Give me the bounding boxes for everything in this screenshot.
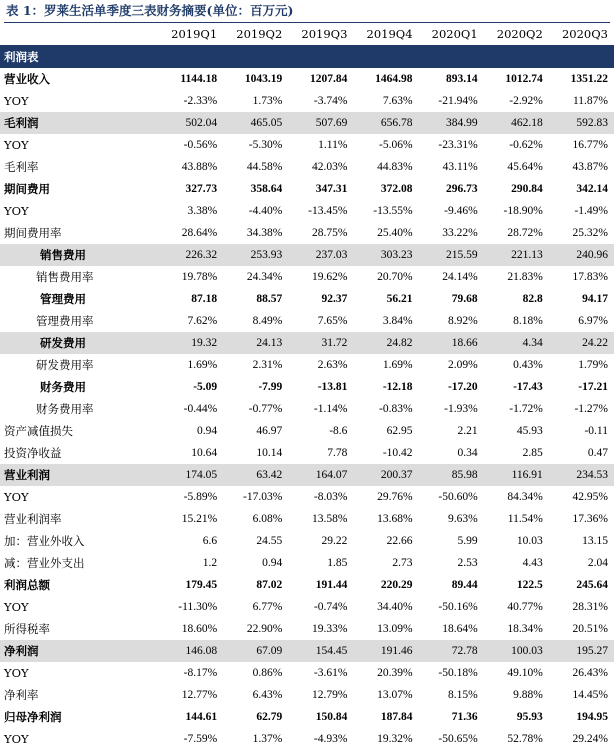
cell-value: 0.34 [457,447,478,459]
row-label: YOY [4,94,29,108]
cell-value: 95.93 [516,711,543,723]
section-label: 利润表 [0,46,158,69]
cell-value: 6.08% [252,513,283,525]
cell-value: -5.89% [183,491,218,503]
table-row [0,662,614,684]
cell-value: 34.38% [246,227,283,239]
cell-value: 71.36 [451,711,478,723]
cell-value: 7.63% [382,95,413,107]
column-header: 2019Q1 [158,23,223,46]
table-row [0,68,614,90]
cell-value: -0.56% [183,139,218,151]
cell-value: -13.81 [317,381,348,393]
column-header: 2020Q1 [419,23,484,46]
table-row [0,134,614,156]
cell-value: 146.08 [158,640,223,662]
cell-value: 13.15 [582,535,608,547]
table-row [0,112,614,134]
row-label: 利润总额 [4,578,50,592]
cell-value: -17.43 [513,381,543,393]
cell-value: 20.39% [377,667,413,679]
column-header: 2019Q3 [288,23,353,46]
cell-value: 28.64% [181,227,218,239]
row-label: YOY [4,204,29,218]
cell-value: 6.97% [578,315,608,327]
cell-value: 4.43 [522,557,543,569]
cell-value: 18.66 [419,332,484,354]
row-label: 财务费用 [40,380,86,394]
cell-value: -7.59% [183,733,218,745]
cell-value: 18.34% [507,623,543,635]
cell-value: 0.86% [252,667,283,679]
row-label: 加：营业外收入 [4,534,85,548]
cell-value: 45.64% [507,161,543,173]
cell-value: 31.72 [288,332,353,354]
cell-value: 10.14 [256,447,283,459]
cell-value: 24.55 [256,535,283,547]
cell-value: -0.44% [183,403,218,415]
cell-value: -23.31% [438,139,478,151]
cell-value: 358.64 [250,183,283,195]
table-row [0,222,614,244]
cell-value: 17.83% [572,271,608,283]
cell-value: 240.96 [549,244,614,266]
cell-value: -1.27% [574,403,608,415]
cell-value: 29.24% [572,733,608,745]
cell-value: 88.57 [256,293,283,305]
row-label: 研发费用率 [36,358,94,372]
cell-value: 384.99 [419,112,484,134]
cell-value: 179.45 [185,579,218,591]
cell-value: 11.54% [507,513,543,525]
cell-value: 1.11% [318,139,348,151]
cell-value: 0.94 [262,557,283,569]
cell-value: -0.74% [313,601,348,613]
cell-value: 1012.74 [505,73,543,85]
cell-value: 144.61 [185,711,218,723]
cell-value: 656.78 [353,112,418,134]
cell-value: 87.18 [191,293,218,305]
cell-value: 29.22 [321,535,348,547]
table-row [0,552,614,574]
row-label: 减：营业外支出 [4,556,85,570]
cell-value: 10.03 [516,535,543,547]
cell-value: -0.62% [509,139,543,151]
cell-value: 2.04 [587,557,608,569]
table-row [0,728,614,750]
row-label: 管理费用 [40,292,86,306]
cell-value: 94.17 [582,293,608,305]
cell-value: 1.69% [382,359,413,371]
cell-value: 372.08 [380,183,413,195]
row-label: 研发费用 [0,332,158,354]
cell-value: 20.70% [377,271,413,283]
cell-value: 0.94 [197,425,218,437]
cell-value: -50.60% [438,491,478,503]
cell-value: 100.03 [484,640,549,662]
cell-value: 52.78% [507,733,543,745]
cell-value: 13.58% [311,513,348,525]
cell-value: 0.47 [587,447,608,459]
cell-value: -10.42 [382,447,413,459]
cell-value: 89.44 [451,579,478,591]
cell-value: 63.42 [223,464,288,486]
cell-value: -0.77% [248,403,283,415]
cell-value: 12.79% [311,689,348,701]
cell-value: -5.09 [193,381,218,393]
cell-value: 194.95 [576,711,608,723]
row-label: 净利率 [4,688,39,702]
cell-value: 12.77% [181,689,218,701]
row-label: 所得税率 [4,622,50,636]
cell-value: 174.05 [158,464,223,486]
cell-value: 342.14 [576,183,608,195]
column-header: 2019Q4 [353,23,418,46]
table-row [0,354,614,376]
cell-value: -2.92% [509,95,543,107]
cell-value: 85.98 [419,464,484,486]
cell-value: 3.38% [187,205,218,217]
cell-value: 45.93 [516,425,543,437]
cell-value: 195.27 [549,640,614,662]
cell-value: 2.53 [457,557,478,569]
cell-value: 28.75% [311,227,348,239]
cell-value: -1.14% [313,403,348,415]
row-label: 销售费用 [0,244,158,266]
cell-value: 9.88% [513,689,543,701]
cell-value: 19.33% [311,623,348,635]
cell-value: 154.45 [288,640,353,662]
table-row [0,464,614,486]
row-label: YOY [4,666,29,680]
row-label: 净利润 [0,640,158,662]
cell-value: 42.95% [572,491,608,503]
cell-value: 33.22% [442,227,478,239]
cell-value: -17.03% [242,491,283,503]
cell-value: -17.20 [447,381,478,393]
row-label: 毛利率 [4,160,39,174]
cell-value: 40.77% [507,601,543,613]
row-label: YOY [4,732,29,746]
cell-value: 56.21 [386,293,413,305]
cell-value: 7.65% [317,315,348,327]
cell-value: -3.74% [313,95,348,107]
section-header-row [0,46,614,69]
cell-value: -2.33% [183,95,218,107]
cell-value: 43.87% [572,161,608,173]
cell-value: 296.73 [446,183,478,195]
row-label: YOY [4,138,29,152]
cell-value: 8.18% [513,315,543,327]
row-label: 营业收入 [4,72,50,86]
cell-value: -1.49% [574,205,608,217]
cell-value: 122.5 [516,579,543,591]
cell-value: 28.72% [507,227,543,239]
cell-value: 3.84% [382,315,413,327]
table-row [0,156,614,178]
table-row [0,596,614,618]
cell-value: -3.61% [313,667,348,679]
column-header: 2020Q2 [484,23,549,46]
cell-value: 8.15% [447,689,478,701]
row-label: YOY [4,600,29,614]
cell-value: 893.14 [446,73,478,85]
table-row [0,442,614,464]
cell-value: 215.59 [419,244,484,266]
cell-value: -1.72% [509,403,543,415]
cell-value: 62.79 [256,711,283,723]
cell-value: 11.87% [572,95,608,107]
row-label: 投资净收益 [4,446,62,460]
row-label: 营业利润率 [4,512,62,526]
cell-value: 465.05 [223,112,288,134]
cell-value: 2.31% [252,359,283,371]
cell-value: 10.64 [191,447,218,459]
cell-value: -7.99 [258,381,283,393]
cell-value: 253.93 [223,244,288,266]
cell-value: 25.40% [377,227,413,239]
cell-value: -1.93% [444,403,478,415]
cell-value: 0.43% [513,359,543,371]
cell-value: 8.49% [252,315,283,327]
cell-value: 5.99 [457,535,478,547]
table-row [0,508,614,530]
cell-value: -12.18 [382,381,413,393]
cell-value: 200.37 [353,464,418,486]
cell-value: 13.07% [377,689,413,701]
cell-value: 43.88% [181,161,218,173]
cell-value: 347.31 [315,183,348,195]
cell-value: 191.44 [315,579,348,591]
cell-value: -21.94% [438,95,478,107]
column-header: 2019Q2 [223,23,288,46]
cell-value: 44.58% [246,161,283,173]
cell-value: 2.09% [447,359,478,371]
cell-value: 150.84 [315,711,348,723]
table-row [0,530,614,552]
cell-value: 82.8 [522,293,543,305]
cell-value: -13.45% [308,205,348,217]
cell-value: -9.46% [444,205,478,217]
cell-value: 24.13 [223,332,288,354]
cell-value: 4.34 [484,332,549,354]
cell-value: 2.85 [522,447,543,459]
cell-value: 462.18 [484,112,549,134]
cell-value: 6.6 [202,535,218,547]
financial-summary-table [0,23,614,750]
cell-value: 43.11% [442,161,478,173]
cell-value: 1.73% [252,95,283,107]
table-row [0,706,614,728]
cell-value: 24.34% [246,271,283,283]
cell-value: -4.93% [313,733,348,745]
cell-value: 2.21 [457,425,478,437]
cell-value: 19.32% [377,733,413,745]
cell-value: 18.64% [442,623,478,635]
cell-value: 44.83% [377,161,413,173]
table-row [0,574,614,596]
table-row [0,486,614,508]
cell-value: 327.73 [185,183,218,195]
cell-value: 67.09 [223,640,288,662]
header-corner [0,23,158,46]
cell-value: 592.83 [549,112,614,134]
cell-value: 1.2 [202,557,218,569]
table-title: 表 1：罗莱生活单季度三表财务摘要(单位：百万元) [6,3,294,18]
row-label: 期间费用 [4,182,50,196]
table-row [0,244,614,266]
column-header: 2020Q3 [549,23,614,46]
row-label: 归母净利润 [4,710,62,724]
cell-value: 1464.98 [375,73,413,85]
cell-value: -13.55% [373,205,413,217]
cell-value: 21.83% [507,271,543,283]
cell-value: 84.34% [507,491,543,503]
cell-value: 1.79% [578,359,608,371]
cell-value: -8.6 [329,425,348,437]
row-label: 销售费用率 [36,270,94,284]
cell-value: 245.64 [576,579,608,591]
cell-value: 9.63% [447,513,478,525]
cell-value: 507.69 [288,112,353,134]
table-row [0,200,614,222]
cell-value: 92.37 [321,293,348,305]
cell-value: 6.77% [252,601,283,613]
cell-value: -50.18% [438,667,478,679]
table-row [0,90,614,112]
row-label: 期间费用率 [4,226,62,240]
cell-value: 26.43% [572,667,608,679]
cell-value: 234.53 [549,464,614,486]
table-row [0,332,614,354]
cell-value: 29.76% [377,491,413,503]
cell-value: 220.29 [380,579,413,591]
cell-value: 62.95 [386,425,413,437]
cell-value: -8.17% [183,667,218,679]
cell-value: 6.43% [252,689,283,701]
table-row [0,310,614,332]
cell-value: 34.40% [377,601,413,613]
table-row [0,376,614,398]
table-row [0,178,614,200]
cell-value: 1351.22 [570,73,608,85]
table-row [0,618,614,640]
cell-value: 46.97 [256,425,283,437]
row-label: YOY [4,490,29,504]
cell-value: 116.91 [484,464,549,486]
cell-value: 187.84 [380,711,413,723]
cell-value: -18.90% [503,205,543,217]
cell-value: 1.37% [252,733,283,745]
cell-value: 1.69% [187,359,218,371]
cell-value: 72.78 [419,640,484,662]
cell-value: 191.46 [353,640,418,662]
header-row [0,23,614,46]
cell-value: 79.68 [451,293,478,305]
cell-value: 19.32 [158,332,223,354]
cell-value: -8.03% [313,491,348,503]
cell-value: 24.14% [442,271,478,283]
table-row [0,398,614,420]
cell-value: 15.21% [181,513,218,525]
cell-value: 22.66 [386,535,413,547]
table-row [0,420,614,442]
cell-value: -17.21 [578,381,608,393]
cell-value: -50.16% [438,601,478,613]
cell-value: 2.73 [392,557,413,569]
row-label: 管理费用率 [36,314,94,328]
cell-value: 22.90% [246,623,283,635]
cell-value: 24.82 [353,332,418,354]
cell-value: 14.45% [572,689,608,701]
row-label: 营业利润 [0,464,158,486]
cell-value: 1043.19 [244,73,283,85]
cell-value: 24.22 [549,332,614,354]
cell-value: -5.30% [248,139,283,151]
cell-value: -50.65% [438,733,478,745]
cell-value: 303.23 [353,244,418,266]
cell-value: 49.10% [507,667,543,679]
cell-value: 19.78% [181,271,218,283]
cell-value: 19.62% [311,271,348,283]
cell-value: 13.68% [377,513,413,525]
row-label: 毛利润 [0,112,158,134]
cell-value: 8.92% [447,315,478,327]
cell-value: -0.83% [378,403,413,415]
cell-value: 13.09% [377,623,413,635]
table-row [0,684,614,706]
cell-value: 7.78 [327,447,348,459]
table-row [0,640,614,662]
cell-value: 16.77% [572,139,608,151]
row-label: 资产减值损失 [4,424,73,438]
cell-value: -11.30% [178,601,218,613]
cell-value: 20.51% [572,623,608,635]
cell-value: 237.03 [288,244,353,266]
cell-value: 1207.84 [310,73,348,85]
cell-value: -5.06% [378,139,413,151]
cell-value: 1.85 [327,557,348,569]
cell-value: -0.11 [584,425,608,437]
cell-value: 164.07 [288,464,353,486]
cell-value: 17.36% [572,513,608,525]
cell-value: 87.02 [256,579,283,591]
cell-value: 28.31% [572,601,608,613]
cell-value: 226.32 [158,244,223,266]
cell-value: -4.40% [248,205,283,217]
cell-value: 18.60% [181,623,218,635]
row-label: 财务费用率 [36,402,94,416]
cell-value: 221.13 [484,244,549,266]
cell-value: 1144.18 [180,73,218,85]
table-row [0,288,614,310]
cell-value: 502.04 [158,112,223,134]
cell-value: 2.63% [317,359,348,371]
cell-value: 7.62% [187,315,218,327]
cell-value: 290.84 [511,183,543,195]
table-row [0,266,614,288]
cell-value: 42.03% [311,161,348,173]
cell-value: 25.32% [572,227,608,239]
